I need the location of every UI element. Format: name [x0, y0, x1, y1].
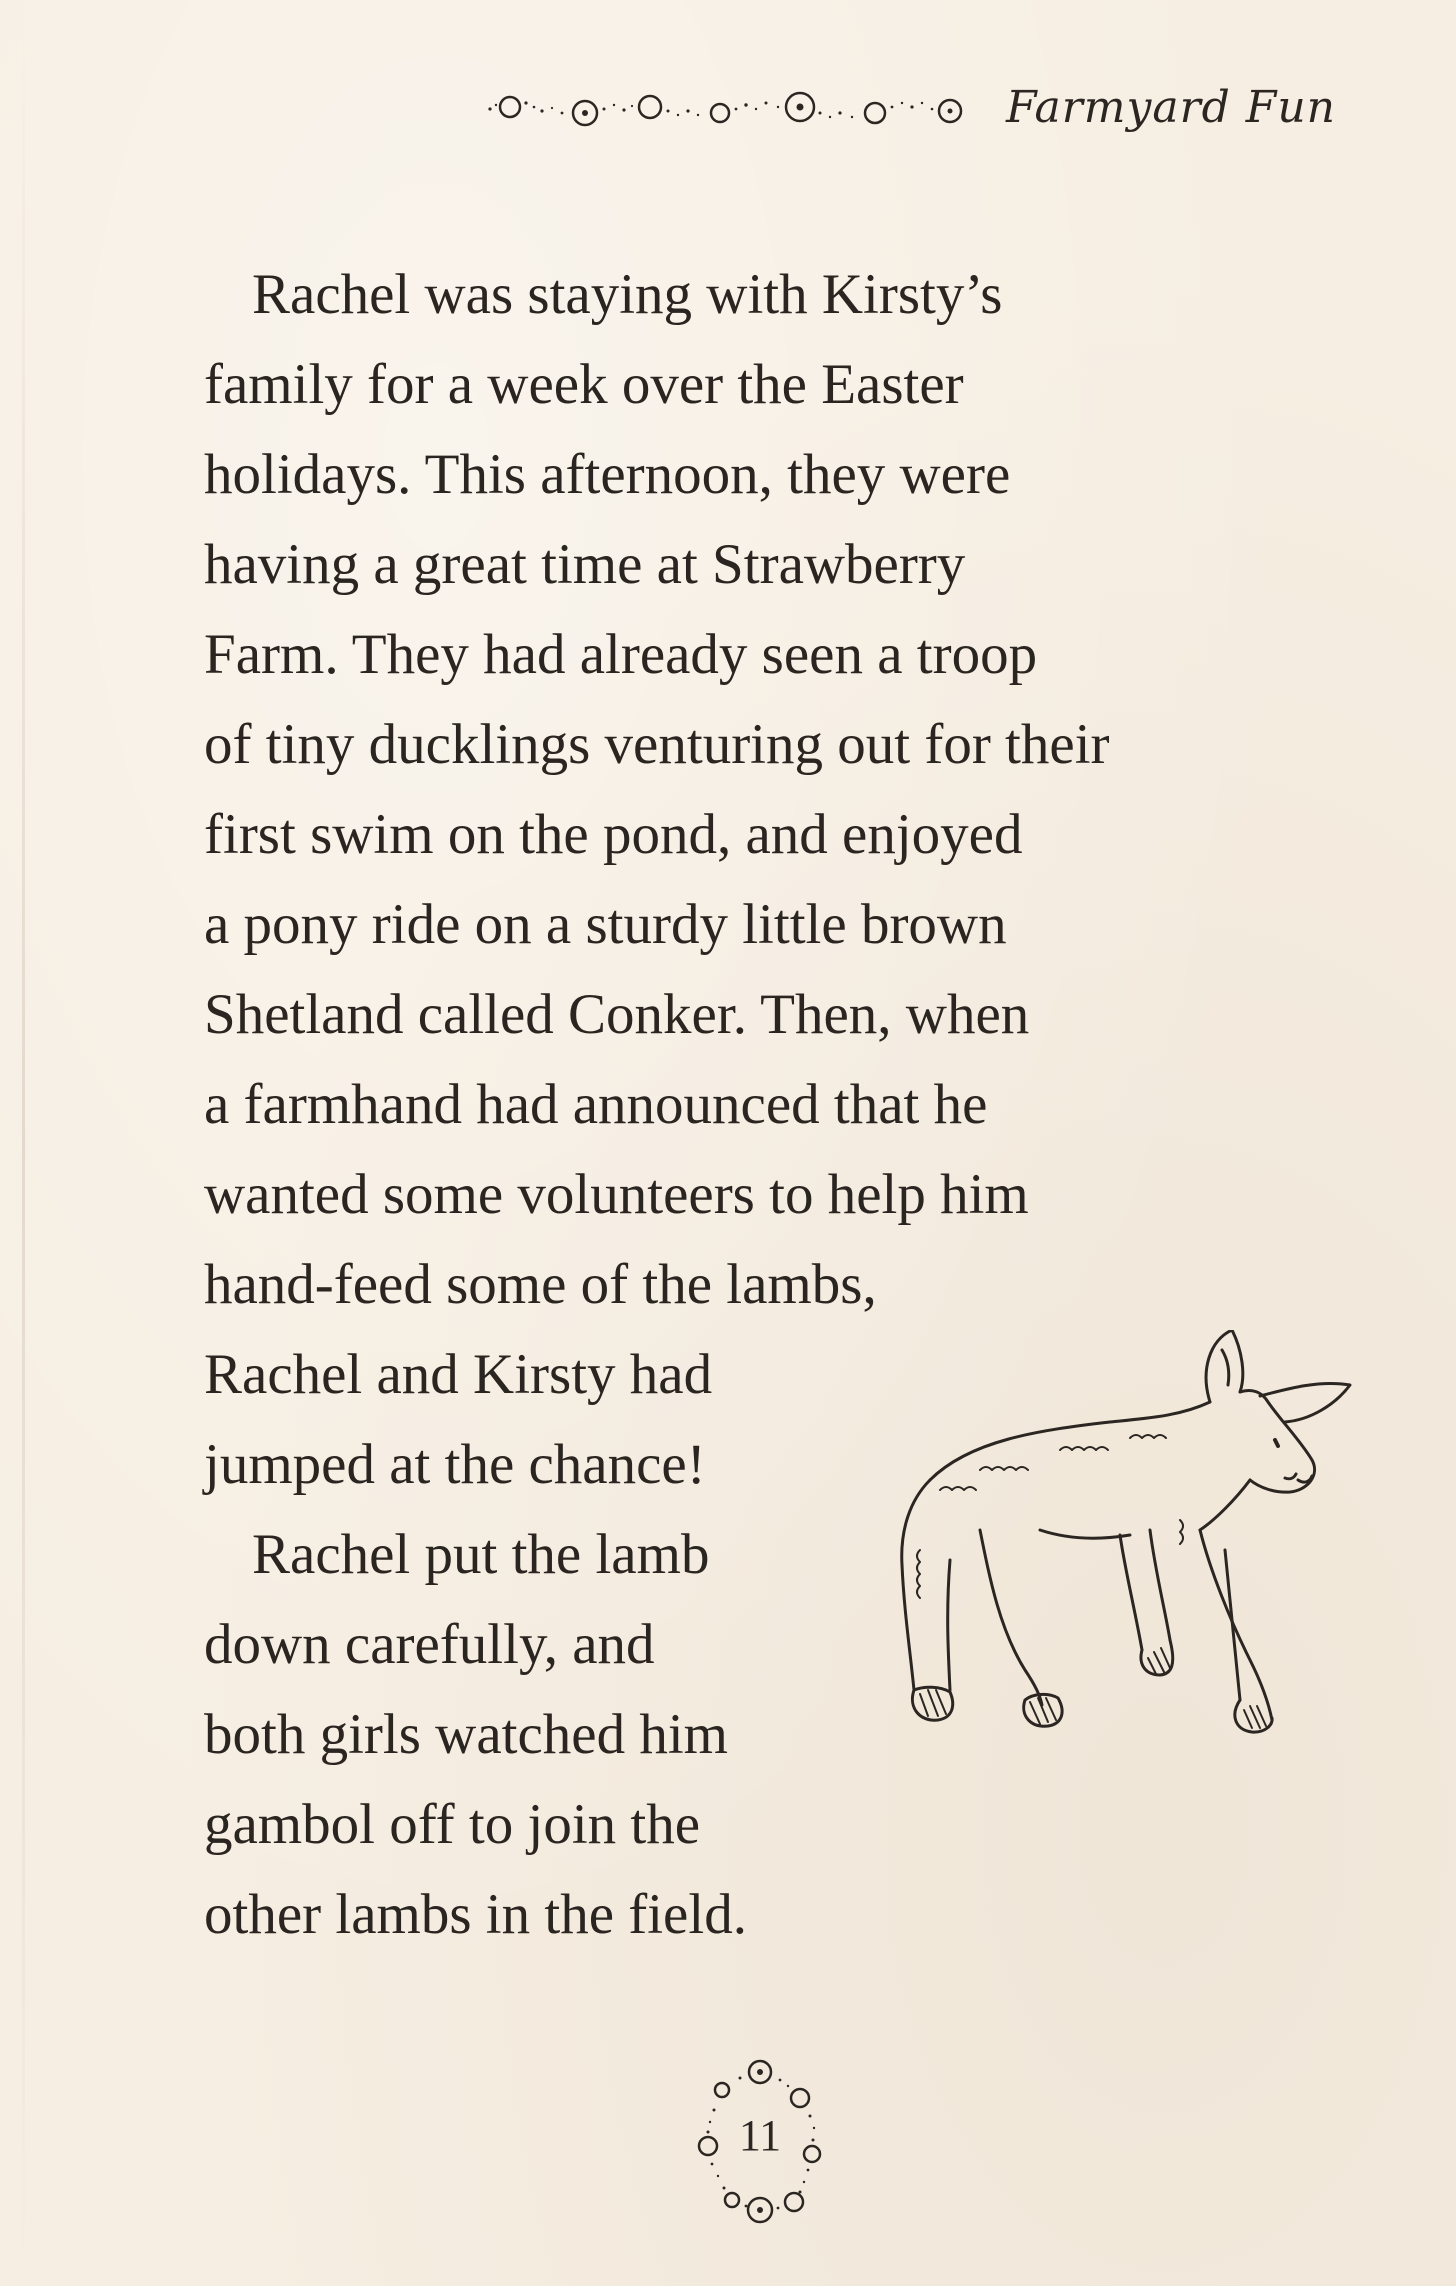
text-line: down carefully, and [204, 1613, 655, 1676]
text-line: of tiny ducklings venturing out for their [204, 713, 1110, 776]
text-line: other lambs in the field. [204, 1883, 747, 1946]
text-line: first swim on the pond, and enjoyed [204, 803, 1023, 866]
text-line: having a great time at Strawberry [204, 533, 966, 596]
bubble-trail-icon [480, 77, 980, 137]
text-line: holidays. This afternoon, they were [204, 443, 1011, 506]
running-title: Farmyard Fun [1005, 81, 1336, 133]
text-line: family for a week over the Easter [204, 353, 964, 416]
page-number: 11 [738, 2111, 782, 2160]
text-line: Farm. They had already seen a troop [204, 623, 1038, 686]
lamb-illustration [880, 1330, 1410, 1890]
text-line: Shetland called Conker. Then, when [204, 983, 1030, 1046]
text-line: wanted some volunteers to help him [204, 1163, 1029, 1226]
text-line: hand-feed some of the lambs, [204, 1253, 877, 1316]
text-line: a farmhand had announced that he [204, 1073, 988, 1136]
text-line: gambol off to join the [204, 1793, 701, 1856]
text-line: Rachel put the lamb [252, 1523, 710, 1586]
running-head [480, 72, 1336, 142]
text-line: both girls watched him [204, 1703, 728, 1766]
text-line: Rachel and Kirsty had [204, 1343, 713, 1406]
text-line: a pony ride on a sturdy little brown [204, 893, 1007, 956]
text-line: jumped at the chance! [204, 1433, 706, 1496]
page-crease [22, 0, 25, 2286]
text-line: Rachel was staying with Kirsty’s [252, 263, 1003, 326]
page-number-ornament [660, 2050, 860, 2230]
